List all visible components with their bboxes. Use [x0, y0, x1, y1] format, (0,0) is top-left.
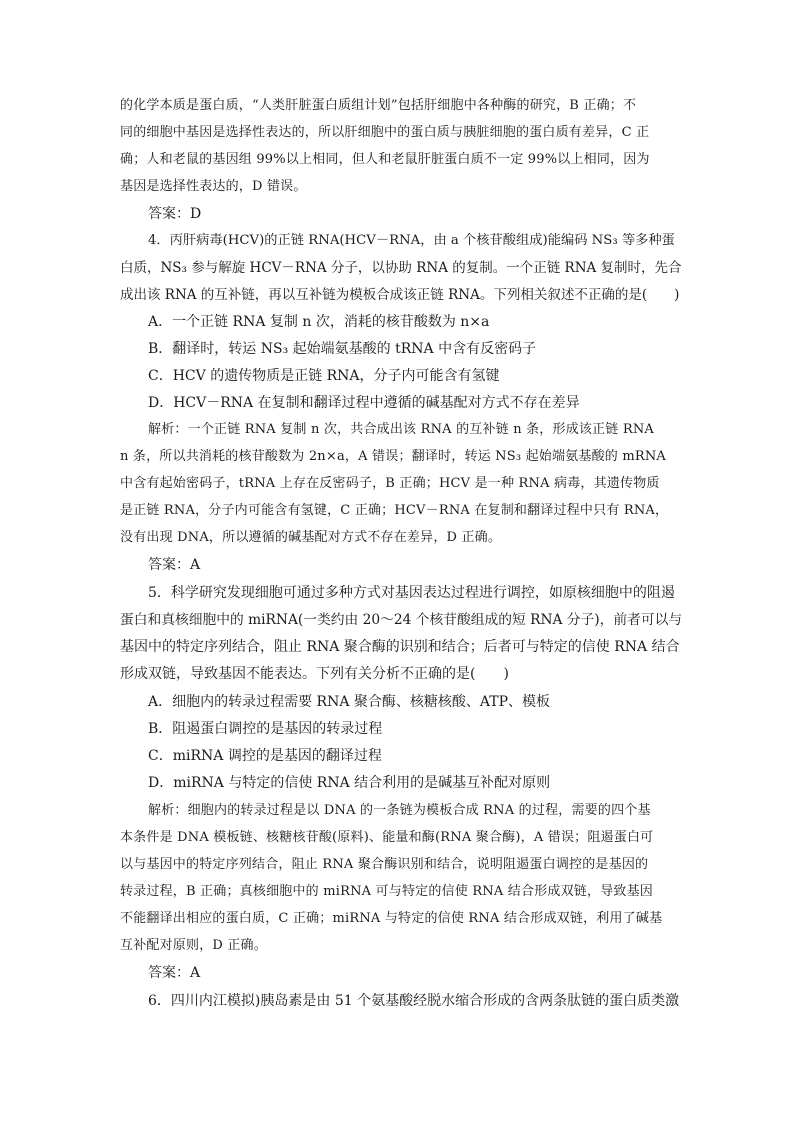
question-4-option-c: C．HCV 的遗传物质是正链 RNA，分子内可能含有氢键: [148, 368, 500, 384]
question-4-option-b: B．翻译时，转运 NS₃ 起始端氨基酸的 tRNA 中含有反密码子: [148, 341, 537, 357]
question-4-stem: 成出该 RNA 的互补链，再以互补链为模板合成该正链 RNA。下列相关叙述不正确的是( ): [120, 287, 680, 303]
answer-line: 答案：A: [148, 557, 201, 573]
explanation-line: 确；人和老鼠的基因组 99%以上相同，但人和老鼠肝脏蛋白质不一定 99%以上相同，因为: [120, 152, 650, 167]
explanation-line: 基因是选择性表达的，D 错误。: [120, 179, 307, 194]
question-5-option-a: A．细胞内的转录过程需要 RNA 聚合酶、核糖核酸、ATP、模板: [148, 694, 551, 710]
explanation-line: 没有出现 DNA，所以遵循的碱基配对方式不存在差异，D 正确。: [120, 530, 502, 545]
explanation-line: 不能翻译出相应的蛋白质，C 正确；miRNA 与特定的信使 RNA 结合形成双链，利用了碱基: [120, 911, 663, 926]
explanation-line: 本条件是 DNA 模板链、核糖核苷酸(原料)、能量和酶(RNA 聚合酶)，A 错误；阻遏蛋白可: [120, 830, 654, 845]
explanation-line: 解析：细胞内的转录过程是以 DNA 的一条链为模板合成 RNA 的过程，需要的四个基: [148, 803, 651, 818]
answer-line: 答案：D: [148, 206, 202, 222]
explanation-line: 中含有起始密码子，tRNA 上存在反密码子，B 正确；HCV 是一种 RNA 病毒，其遗传物质: [120, 476, 660, 491]
explanation-line: 的化学本质是蛋白质，“人类肝脏蛋白质组计划”包括肝细胞中各种酶的研究，B 正确；不: [120, 98, 637, 113]
answer-line: 答案：A: [148, 965, 201, 981]
question-4-stem: 4．丙肝病毒(HCV)的正链 RNA(HCV－RNA，由 a 个核苷酸组成)能编码 NS₃ 等多种蛋: [148, 233, 675, 248]
question-5-stem: 形成双链，导致基因不能表达。下列有关分析不正确的是( ): [120, 666, 509, 682]
question-4-option-d: D．HCV－RNA 在复制和翻译过程中遵循的碱基配对方式不存在差异: [148, 395, 580, 411]
explanation-line: 解析：一个正链 RNA 复制 n 次，共合成出该 RNA 的互补链 n 条，形成该正链 RNA: [148, 422, 654, 437]
explanation-line: 以与基因中的特定序列结合，阻止 RNA 聚合酶识别和结合，说明阻遏蛋白调控的是基因的: [120, 857, 649, 872]
question-4-stem: 白质，NS₃ 参与解旋 HCV－RNA 分子，以协助 RNA 的复制。一个正链 RNA 复制时，先合: [120, 260, 682, 276]
question-5-option-b: B．阻遏蛋白调控的是基因的转录过程: [148, 721, 383, 737]
question-5-stem: 蛋白和真核细胞中的 miRNA(一类约由 20～24 个核苷酸组成的短 RNA 分子)，前者可以与: [120, 612, 683, 628]
explanation-line: 转录过程，B 正确；真核细胞中的 miRNA 可与特定的信使 RNA 结合形成双链，导致基因: [120, 884, 654, 899]
question-5-option-d: D．miRNA 与特定的信使 RNA 结合利用的是碱基互补配对原则: [148, 775, 551, 791]
explanation-line: 是正链 RNA，分子内可能含有氢键，C 正确；HCV－RNA 在复制和翻译过程中只有 RNA，: [120, 503, 669, 518]
explanation-line: 同的细胞中基因是选择性表达的，所以肝细胞中的蛋白质与胰脏细胞的蛋白质有差异，C 正: [120, 125, 650, 140]
question-5-stem: 基因中的特定序列结合，阻止 RNA 聚合酶的识别和结合；后者可与特定的信使 RNA 结合: [120, 639, 680, 655]
question-5-option-c: C．miRNA 调控的是基因的翻译过程: [148, 748, 382, 764]
question-5-stem: 5．科学研究发现细胞可通过多种方式对基因表达过程进行调控，如原核细胞中的阻遏: [148, 585, 675, 601]
explanation-line: 互补配对原则，D 正确。: [120, 938, 267, 953]
explanation-line: n 条，所以共消耗的核苷酸数为 2n×a，A 错误；翻译时，转运 NS₃ 起始端氨基酸的 mRNA: [120, 449, 667, 464]
question-6-stem: 6．四川内江模拟)胰岛素是由 51 个氨基酸经脱水缩合形成的含两条肽链的蛋白质类激: [148, 993, 680, 1009]
question-4-option-a: A．一个正链 RNA 复制 n 次，消耗的核苷酸数为 n×a: [148, 314, 490, 330]
